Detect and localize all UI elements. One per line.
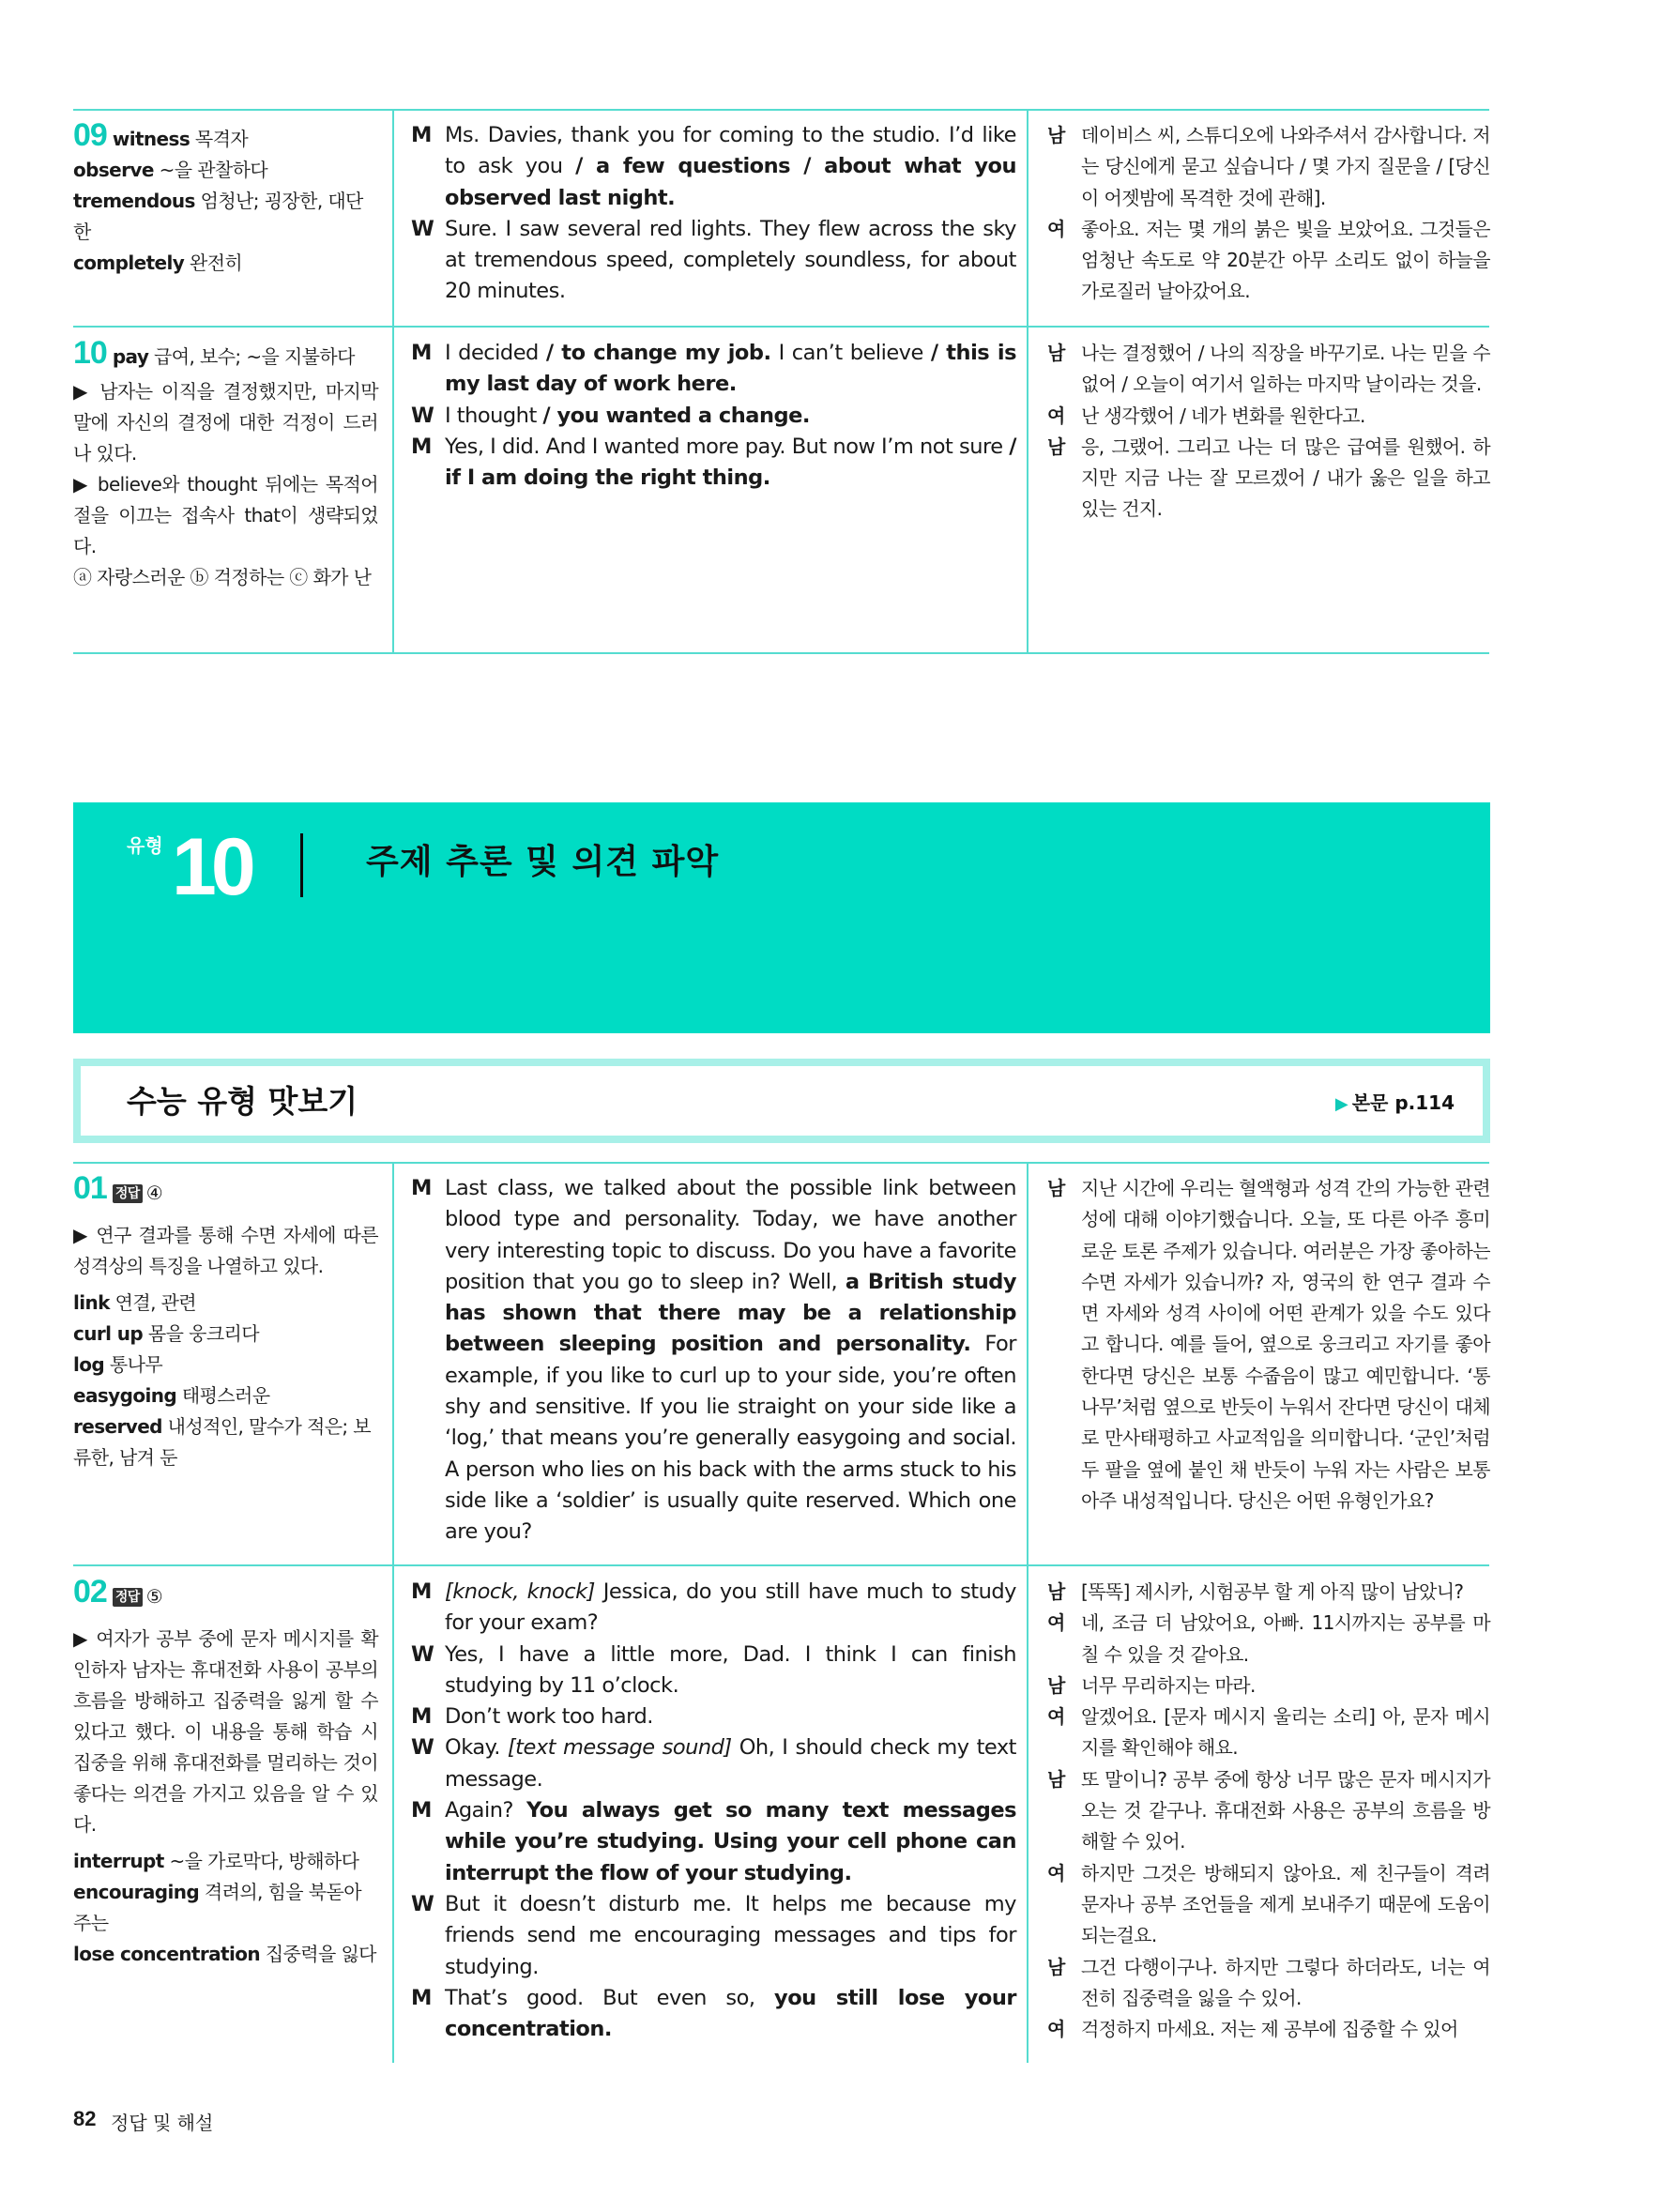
answer-badge: 정답: [113, 1588, 143, 1607]
vocab-term: lose concentration: [73, 1943, 261, 1965]
banner-label: 유형: [127, 834, 163, 857]
page-number: 82: [73, 2107, 97, 2130]
dialogue-line: [411, 1983, 1016, 2046]
vocab-meaning: 집중력을 잃다: [265, 1943, 376, 1965]
explanation-note: ▶ believe와 thought 뒤에는 목적어절을 이끄는 접속사 that이 생략되었다.: [73, 473, 378, 557]
speaker-label: W: [411, 1735, 434, 1761]
translation-text: 또 말이니? 공부 중에 항상 너무 많은 문자 메시지가 오는 것 같구나. 휴대전화 사용은 공부의 흐름을 방해할 수 있어.: [1081, 1767, 1490, 1854]
speaker-label: W: [411, 216, 434, 241]
translation-text: 걱정하지 마세요. 저는 제 공부에 집중할 수 있어: [1081, 2018, 1458, 2041]
block-09-vocab: 09 witness 목격자 observe ~을 관찰하다 tremendous 엄청난; 굉장한, 대단한 completely 완전히: [73, 120, 378, 279]
question-number: 01: [73, 1170, 107, 1206]
banner-title: 주제 추론 및 의견 파악: [366, 843, 720, 881]
speaker-label: M: [411, 123, 432, 147]
translation-line: [1047, 338, 1490, 401]
speaker-label: W: [411, 1891, 434, 1916]
dialogue-text: You always get so many text messages while you’re studying. Using your cell phone can interrupt the flow of your studying.: [445, 1798, 1017, 1885]
vocab-meaning: 격려의, 힘을 북돋아 주는: [73, 1881, 361, 1934]
translation-text: 나는 결정했어 / 나의 직장을 바꾸기로. 나는 믿을 수 없어 / 오늘이 여기서 일하는 마지막 날이라는 것을.: [1081, 342, 1490, 396]
vocab-item: [73, 1411, 378, 1473]
question-02-korean: [1047, 1577, 1490, 2045]
dialogue-text: Last class, we talked about the possible link between blood type and personality. Today, we have another very interesting topic to discuss. Do you have a favorite position that you go to sleep in? Well,: [445, 1176, 1016, 1294]
vocab-term: easygoing: [73, 1384, 177, 1407]
vocab-item: [73, 1350, 378, 1381]
speaker-label: M: [411, 1985, 432, 2010]
vocab-item: [73, 1846, 378, 1877]
dialogue-text: Yes, I have a little more, Dad. I think I can finish studying by 11 o’clock.: [445, 1641, 1016, 1698]
dialogue-text: [knock, knock]: [445, 1579, 595, 1604]
speaker-label: M: [411, 1176, 432, 1200]
dialogue-text: Jessica, do you still have much to study for your exam?: [445, 1579, 1016, 1636]
translation-line: [1047, 1701, 1490, 1764]
translation-line: [1047, 1173, 1490, 1517]
column-divider-4: [1027, 1162, 1028, 2063]
vocab-term: tremendous: [73, 190, 195, 212]
block-10-korean: [1047, 338, 1490, 526]
speaker-label: 남: [1047, 124, 1065, 146]
speaker-label: W: [411, 403, 434, 428]
speaker-label: 남: [1047, 1580, 1065, 1603]
translation-text: 네, 조금 더 남았어요, 아빠. 11시까지는 공부를 마칠 수 있을 것 같아요.: [1081, 1611, 1490, 1666]
dialogue-text: [text message sound]: [507, 1735, 732, 1761]
rule-10-bottom: [73, 652, 1489, 654]
block-09-english: [411, 120, 1016, 308]
dialogue-text: I decided: [445, 341, 546, 365]
translation-line: [1047, 1608, 1490, 1670]
translation-line: [1047, 1764, 1490, 1858]
speaker-label: 남: [1047, 1177, 1065, 1199]
dialogue-text: For example, if you like to curl up to your side, you’re often shy and sensitive. If you lie straight on your side like a ‘log,’ that means you’re generally easygoing and social. A person who lies on his back with the arms stuck to his side like a ‘soldier’ is usually quite reserved. Which one are you?: [445, 1332, 1016, 1545]
question-note: ▶ 연구 결과를 통해 수면 자세에 따른 성격상의 특징을 나열하고 있다.: [73, 1224, 378, 1277]
vocab-item: [73, 1877, 378, 1939]
dialogue-text: But it doesn’t disturb me. It helps me because my friends send me encouraging messages and tips for studying.: [445, 1891, 1016, 1979]
block-10-english: [411, 338, 1016, 494]
translation-line: [1047, 1858, 1490, 1952]
speaker-label: 여: [1047, 1861, 1065, 1884]
dialogue-line: [411, 1889, 1016, 1983]
speaker-label: 여: [1047, 1705, 1065, 1729]
vocab-meaning: 통나무: [109, 1353, 163, 1376]
speaker-label: W: [411, 1641, 434, 1667]
rule-q-top: [73, 1162, 1489, 1164]
explanation-note: ⓐ 자랑스러운 ⓑ 걱정하는 ⓒ 화가 난: [73, 566, 372, 588]
block-09-korean: [1047, 120, 1490, 308]
rule-09-bottom: [73, 326, 1489, 328]
dialogue-text: Ms. Davies, thank you for coming to the studio. I’d like to ask you: [445, 123, 1016, 179]
translation-line: [1047, 432, 1490, 526]
translation-line: [1047, 120, 1490, 214]
dialogue-text: Okay.: [445, 1735, 508, 1761]
rule-q01-bottom: [73, 1564, 1489, 1566]
banner-number: 10: [172, 822, 251, 912]
translation-line: [1047, 401, 1490, 432]
speaker-label: M: [411, 434, 432, 459]
vocab-meaning: 몸을 웅크리다: [147, 1322, 259, 1345]
dialogue-text: Again?: [445, 1798, 526, 1823]
column-divider-1: [392, 109, 394, 654]
dialogue-line: [411, 1795, 1016, 1889]
top-rule: [73, 109, 1489, 111]
dialogue-text: I thought: [445, 403, 543, 428]
speaker-label: M: [411, 1704, 432, 1730]
speaker-label: M: [411, 1798, 432, 1823]
vocab-meaning: 내성적인, 말수가 적은; 보류한, 남겨 둔: [73, 1415, 372, 1469]
dialogue-line: [411, 401, 1016, 432]
subheader-title: 수능 유형 맛보기: [127, 1083, 358, 1120]
dialogue-text: / this is my last day of work here.: [445, 341, 1016, 397]
dialogue-line: [411, 214, 1016, 308]
dialogue-text: you still lose your concentration.: [445, 1985, 1016, 2042]
translation-text: 난 생각했어 / 네가 변화를 원한다고.: [1081, 404, 1365, 427]
translation-text: [똑똑] 제시카, 시험공부 할 게 아직 많이 남았니?: [1081, 1580, 1464, 1603]
block-number: 10: [73, 335, 107, 371]
explanation-note: ▶ 남자는 이직을 결정했지만, 마지막 말에 자신의 결정에 대한 걱정이 드러나 있다.: [73, 380, 378, 465]
dialogue-text: Sure. I saw several red lights. They flew across the sky at tremendous speed, completely soundless, for about 20 minutes.: [445, 216, 1016, 304]
speaker-label: 남: [1047, 435, 1065, 458]
dialogue-line: [411, 1173, 1016, 1548]
dialogue-text: / if I am doing the right thing.: [445, 434, 1016, 491]
dialogue-line: [411, 1732, 1016, 1795]
question-number: 02: [73, 1574, 107, 1609]
answer-value: ④: [145, 1182, 163, 1204]
translation-line: [1047, 1577, 1490, 1608]
vocab-meaning: 연결, 관련: [114, 1291, 197, 1314]
dialogue-line: [411, 1640, 1016, 1702]
vocab-term: encouraging: [73, 1881, 200, 1903]
dialogue-line: [411, 1577, 1016, 1640]
speaker-label: 여: [1047, 217, 1065, 240]
question-02-english: [411, 1577, 1016, 2045]
translation-text: 데이비스 씨, 스튜디오에 나와주셔서 감사합니다. 저는 당신에게 묻고 싶습니다 / 몇 가지 질문을 / [당신이 어젯밤에 목격한 것에 관해].: [1081, 124, 1490, 209]
vocab-term: interrupt: [73, 1850, 164, 1872]
vocab-meaning: ~을 가로막다, 방해하다: [169, 1850, 359, 1872]
section-banner: [73, 802, 1490, 1033]
vocab-term: link: [73, 1291, 110, 1314]
dialogue-text: Oh, I should check my text message.: [445, 1735, 1017, 1792]
footer-label: 정답 및 해설: [111, 2112, 214, 2134]
translation-text: 하지만 그것은 방해되지 않아요. 제 친구들이 격려 문자나 공부 조언들을 제게 보내주기 때문에 도움이 되는걸요.: [1081, 1861, 1490, 1947]
vocab-term: reserved: [73, 1415, 162, 1438]
block-10-vocab: 10 pay 급여, 보수; ~을 지불하다 ▶ 남자는 이직을 결정했지만, 마지막 말에 자신의 결정에 대한 걱정이 드러나 있다. ▶ believe와 thought 뒤에는 목적어절을 이끄는 접속사 that이 생략되었다. ⓐ 자랑스러운 ⓑ 걱정하는 ⓒ 화가 난: [73, 338, 378, 593]
question-01-korean: [1047, 1173, 1490, 1517]
vocab-item: [73, 1939, 378, 1970]
speaker-label: M: [411, 341, 432, 365]
vocab-item: [73, 186, 378, 248]
speaker-label: 여: [1047, 404, 1065, 427]
dialogue-text: / you wanted a change.: [542, 403, 810, 428]
dialogue-text: Yes, I did. And I wanted more pay. But now I’m not sure: [445, 434, 1010, 459]
speaker-label: 남: [1047, 1673, 1065, 1697]
translation-text: 알겠어요. [문자 메시지 울리는 소리] 아, 문자 메시지를 확인해야 해요.: [1081, 1705, 1490, 1760]
dialogue-text: Don’t work too hard.: [445, 1704, 653, 1730]
answer-value: ⑤: [145, 1585, 163, 1608]
vocab-term: observe: [73, 159, 154, 181]
vocab-meaning: 태평스러운: [181, 1384, 270, 1407]
translation-text: 좋아요. 저는 몇 개의 붉은 빛을 보았어요. 그것들은 엄청난 속도로 약 20분간 아무 소리도 없이 하늘을 가로질러 날아갔어요.: [1081, 217, 1490, 303]
page-reference-link[interactable]: ▶ 본문 p.114: [1334, 1091, 1455, 1114]
question-01-english: [411, 1173, 1016, 1548]
speaker-label: M: [411, 1579, 432, 1604]
triangle-right-icon: ▶: [1334, 1094, 1348, 1114]
vocab-term: curl up: [73, 1322, 144, 1345]
dialogue-text: / a few questions / about what you observed last night.: [445, 154, 1016, 210]
vocab-term: log: [73, 1353, 105, 1376]
speaker-label: 남: [1047, 342, 1065, 364]
dialogue-text: That’s good. But even so,: [445, 1985, 775, 2010]
translation-line: [1047, 2014, 1490, 2045]
dialogue-line: [411, 432, 1016, 495]
dialogue-line: [411, 120, 1016, 214]
translation-line: [1047, 1952, 1490, 2015]
dialogue-line: [411, 1701, 1016, 1732]
translation-text: 너무 무리하지는 마라.: [1081, 1673, 1256, 1697]
translation-line: [1047, 1670, 1490, 1701]
vocab-meaning: 엄청난; 굉장한, 대단한: [73, 190, 363, 243]
vocab-meaning: ~을 관찰하다: [159, 159, 268, 181]
block-number: 09: [73, 117, 107, 153]
vocab-meaning: 완전히: [189, 252, 243, 274]
dialogue-line: [411, 338, 1016, 401]
translation-text: 응, 그랬어. 그리고 나는 더 많은 급여를 원했어. 하지만 지금 나는 잘 모르겠어 / 내가 옳은 일을 하고 있는 건지.: [1081, 435, 1490, 521]
dialogue-text: / to change my job.: [545, 341, 771, 365]
banner-divider: [300, 833, 303, 897]
vocab-item: [73, 248, 378, 279]
speaker-label: 남: [1047, 1767, 1065, 1791]
question-02-side: [73, 1574, 378, 1970]
translation-line: [1047, 214, 1490, 308]
dialogue-text: a British study has shown that there may be a relationship between sleeping position and personality.: [445, 1269, 1016, 1357]
column-divider-3: [392, 1162, 394, 2063]
answer-badge: 정답: [113, 1184, 143, 1203]
question-01-side: [73, 1170, 378, 1473]
vocab-item: [73, 1319, 378, 1350]
vocab-item: [73, 155, 378, 186]
translation-text: 지난 시간에 우리는 혈액형과 성격 간의 가능한 관련성에 대해 이야기했습니다. 오늘, 또 다른 아주 흥미로운 토론 주제가 있습니다. 여러분은 가장 좋아하는 수면 자세가 있습니까? 자, 영국의 한 연구 결과 수면 자세와 성격 사이에 어떤 관계가 있을 수도 있다고 합니다. 예를 들어, 옆으로 웅크리고 자기를 좋아한다면 당신은 보통 수줍음이 많고 예민합니다. ‘통나무’처럼 옆으로 반듯이 누워서 잔다면 당신이 대체로 만사태평하고 사교적임을 의미합니다. ‘군인’처럼 두 팔을 옆에 붙인 채 반듯이 누워 자는 사람은 보통 아주 내성적입니다. 당신은 어떤 유형인가요?: [1081, 1177, 1490, 1512]
column-divider-2: [1027, 109, 1028, 654]
vocab-item: [73, 1381, 378, 1411]
speaker-label: 남: [1047, 1955, 1065, 1978]
dialogue-text: I can’t believe: [770, 341, 931, 365]
speaker-label: 여: [1047, 1611, 1065, 1635]
translation-text: 그건 다행이구나. 하지만 그렇다 하더라도, 너는 여전히 집중력을 잃을 수 있어.: [1081, 1955, 1490, 2009]
vocab-term: completely: [73, 252, 185, 274]
vocab-item: [73, 1288, 378, 1319]
speaker-label: 여: [1047, 2018, 1065, 2041]
question-note: ▶ 여자가 공부 중에 문자 메시지를 확인하자 남자는 휴대전화 사용이 공부의 흐름을 방해하고 집중력을 잃게 할 수 있다고 했다. 이 내용을 통해 학습 시 집중을 위해 휴대전화를 멀리하는 것이 좋다는 의견을 가지고 있음을 알 수 있다.: [73, 1627, 378, 1836]
